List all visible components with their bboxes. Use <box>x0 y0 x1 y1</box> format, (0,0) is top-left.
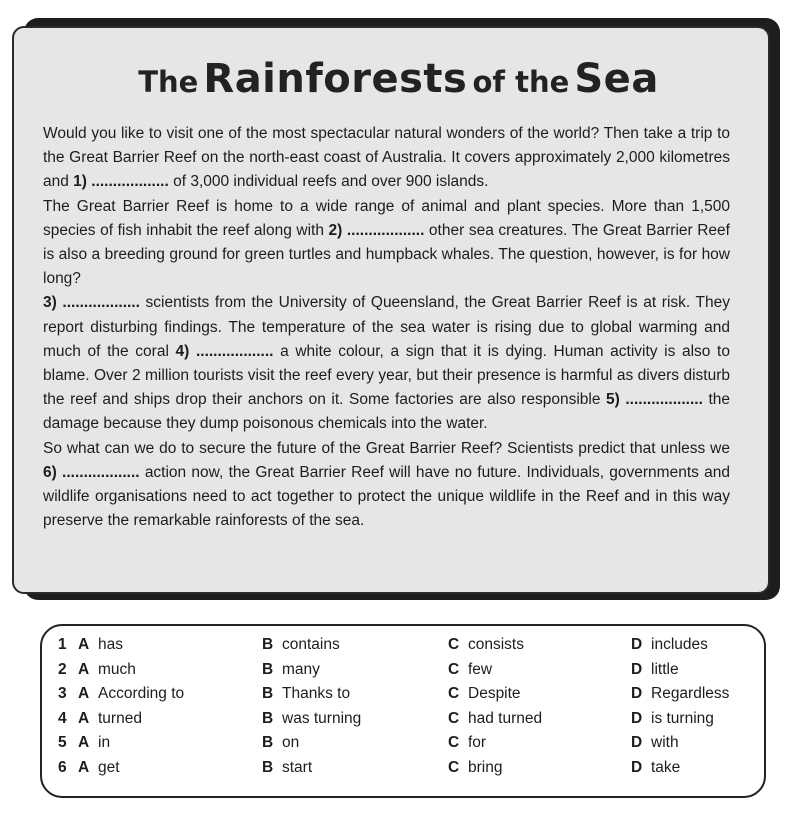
gap-4[interactable]: 4) .................. <box>175 342 274 360</box>
option-letter: C <box>448 636 460 653</box>
option-b[interactable] <box>262 710 361 728</box>
option-text: consists <box>468 636 524 653</box>
option-b[interactable] <box>262 759 312 777</box>
option-text: According to <box>98 685 185 702</box>
title-word-sea: Sea <box>574 56 659 102</box>
option-a[interactable] <box>78 661 136 679</box>
paragraph-3 <box>43 291 730 436</box>
option-text: with <box>651 734 679 751</box>
text-run: of 3,000 individual reefs and over 900 islands. <box>168 173 489 191</box>
option-a[interactable] <box>78 759 120 777</box>
option-d[interactable] <box>631 636 708 654</box>
option-letter: D <box>631 660 643 678</box>
text-run: the damage because they dump poisonous chemicals into the water. <box>43 391 731 433</box>
option-letter: B <box>262 685 274 702</box>
option-letter: C <box>448 709 460 727</box>
option-text: turned <box>98 709 142 727</box>
option-text: little <box>651 660 679 678</box>
paragraph-2 <box>43 195 730 292</box>
option-a[interactable] <box>78 636 123 654</box>
question-number: 2 <box>58 660 67 678</box>
question-number: 3 <box>58 685 67 702</box>
page-title <box>0 56 797 102</box>
option-text: Despite <box>468 685 521 702</box>
option-text: few <box>468 660 493 678</box>
option-text: Regardless <box>651 685 730 702</box>
text-run: a white colour, a sign that it is dying. Human activity is also to blame. Over 2 million tourists visit the reef every year, but their presence is harmful as divers disturb the reef and ships drop their anchors on it. Some factories are also responsible <box>43 342 730 409</box>
gap-1[interactable]: 1) .................. <box>73 173 169 191</box>
option-letter: B <box>262 758 274 776</box>
option-text: much <box>98 660 136 678</box>
option-row-1 <box>58 636 758 661</box>
option-text: had turned <box>468 709 543 727</box>
option-d[interactable] <box>631 734 679 752</box>
option-letter: C <box>448 660 460 678</box>
option-text: take <box>651 758 681 776</box>
option-text: get <box>98 758 120 776</box>
text-run: So what can we do to secure the future of the Great Barrier Reef? Scientists predict that unless we <box>43 439 730 457</box>
option-c[interactable] <box>448 685 521 703</box>
option-letter: A <box>78 734 90 751</box>
option-b[interactable] <box>262 734 299 752</box>
option-row-6 <box>58 759 758 784</box>
option-text: many <box>282 660 320 678</box>
text-run: other sea creatures. The Great Barrier Reef is also a breeding ground for green turtles and humpback whales. The question, however, is for how long? <box>43 221 730 288</box>
option-row-2 <box>58 661 758 686</box>
option-letter: A <box>78 660 90 678</box>
text-run: action now, the Great Barrier Reef will have no future. Individuals, governments and wildlife organisations need to act together to protect the unique wildlife in the Reef and in this way preserve the remarkable rainforests of the sea. <box>43 463 730 530</box>
answer-options-grid <box>58 636 758 783</box>
option-text: was turning <box>282 709 362 727</box>
title-word-the: The <box>138 65 199 99</box>
text-run: scientists from the University of Queensland, the Great Barrier Reef is at risk. They report disturbing findings. The temperature of the sea water is rising due to global warming and much of the coral <box>43 294 730 360</box>
option-c[interactable] <box>448 636 524 654</box>
option-text: bring <box>468 758 503 776</box>
option-row-3 <box>58 685 758 710</box>
option-letter: B <box>262 660 274 678</box>
option-text: in <box>98 734 111 751</box>
option-d[interactable] <box>631 661 679 679</box>
option-letter: D <box>631 734 643 751</box>
paragraph-1 <box>43 122 730 195</box>
option-c[interactable] <box>448 734 486 752</box>
option-letter: D <box>631 636 643 653</box>
option-text: start <box>282 758 313 776</box>
question-number: 4 <box>58 709 67 727</box>
option-d[interactable] <box>631 759 680 777</box>
option-b[interactable] <box>262 636 340 654</box>
option-a[interactable] <box>78 685 184 703</box>
gap-2[interactable]: 2) .................. <box>328 221 425 239</box>
option-text: contains <box>282 636 340 653</box>
paragraph-4 <box>43 437 730 534</box>
text-run: Would you like to visit one of the most spectacular natural wonders of the world? Then take a trip to the Great Barrier Reef on the north-east coast of Australia. It covers approximately 2,000 kilometres and <box>43 125 730 191</box>
question-number: 1 <box>58 636 67 653</box>
option-d[interactable] <box>631 710 714 728</box>
option-letter: B <box>262 636 274 653</box>
option-c[interactable] <box>448 661 492 679</box>
option-text: on <box>282 734 300 751</box>
option-text: includes <box>651 636 708 653</box>
title-word-rainforests: Rainforests <box>203 56 468 102</box>
option-letter: A <box>78 709 90 727</box>
option-letter: A <box>78 685 90 702</box>
option-c[interactable] <box>448 710 542 728</box>
option-letter: D <box>631 758 643 776</box>
option-letter: C <box>448 758 460 776</box>
option-letter: B <box>262 709 274 727</box>
gap-3[interactable]: 3) .................. <box>43 294 140 312</box>
title-words-of-the: of the <box>472 65 570 99</box>
option-letter: C <box>448 685 460 702</box>
option-text: is turning <box>651 709 714 727</box>
gap-5[interactable]: 5) .................. <box>606 391 703 409</box>
question-number: 6 <box>58 758 67 776</box>
text-run: The Great Barrier Reef is home to a wide range of animal and plant species. More than 1,500 species of fish inhabit the reef along with <box>43 197 730 239</box>
option-a[interactable] <box>78 710 142 728</box>
option-row-4 <box>58 710 758 735</box>
question-number: 5 <box>58 734 67 751</box>
option-letter: B <box>262 734 274 751</box>
option-letter: D <box>631 685 643 702</box>
option-letter: A <box>78 758 90 776</box>
option-b[interactable] <box>262 661 320 679</box>
option-row-5 <box>58 734 758 759</box>
option-text: Thanks to <box>282 685 351 702</box>
option-b[interactable] <box>262 685 350 703</box>
gap-6[interactable]: 6) .................. <box>43 463 140 481</box>
option-letter: D <box>631 709 643 727</box>
option-letter: C <box>448 734 460 751</box>
option-text: for <box>468 734 487 751</box>
option-letter: A <box>78 636 90 653</box>
option-d[interactable] <box>631 685 729 703</box>
option-a[interactable] <box>78 734 110 752</box>
option-c[interactable] <box>448 759 502 777</box>
reading-passage <box>43 122 730 533</box>
option-text: has <box>98 636 123 653</box>
